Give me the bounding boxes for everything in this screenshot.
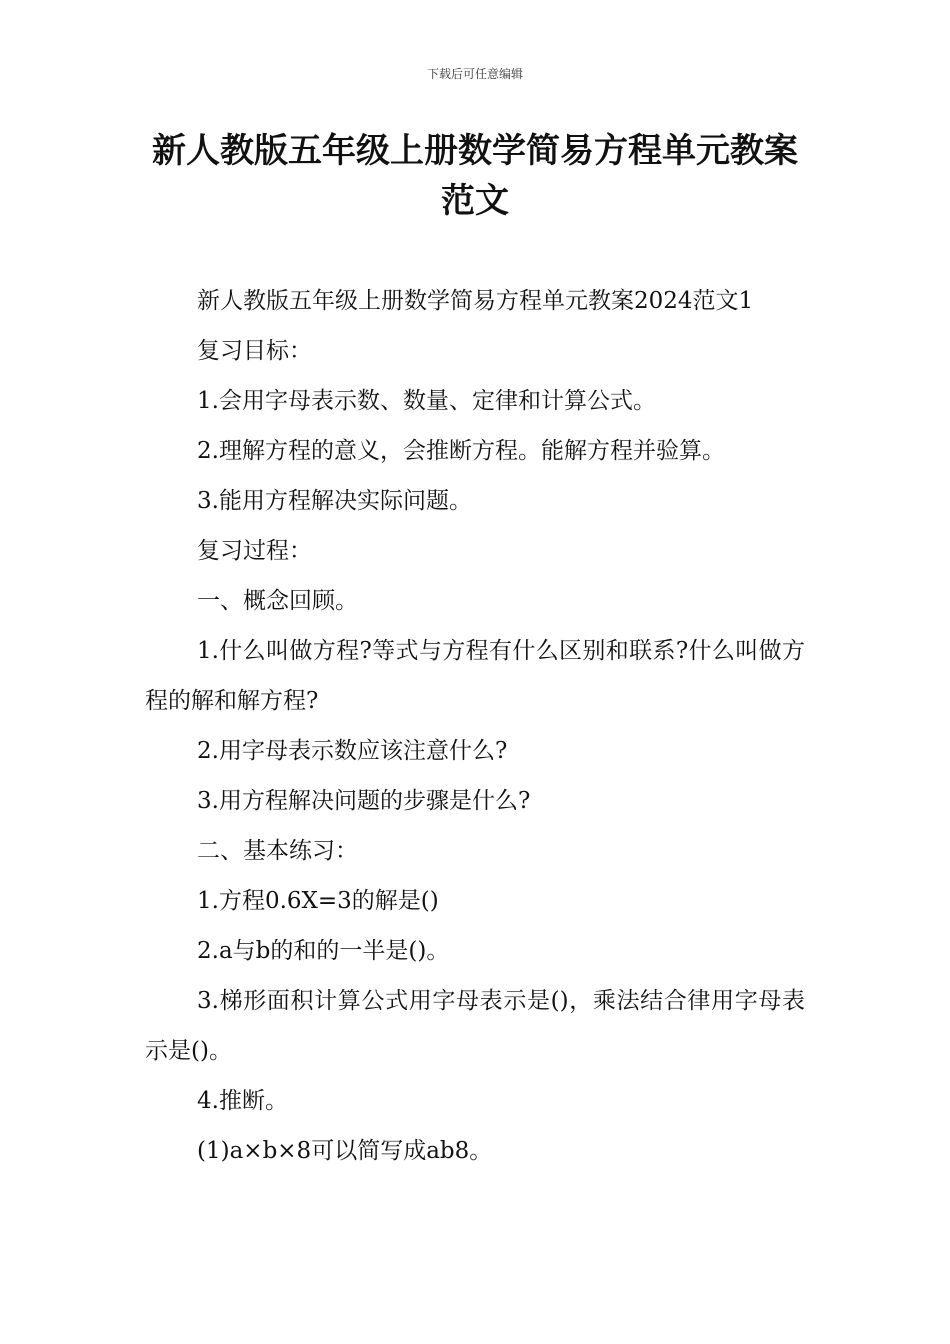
header-note: 下载后可任意编辑: [426, 67, 523, 81]
paragraph-goal-2: 2.理解方程的意义，会推断方程。能解方程并验算。: [197, 438, 725, 464]
document-title: 新人教版五年级上册数学简易方程单元教案范文: [152, 131, 798, 221]
paragraph-subtitle: 新人教版五年级上册数学简易方程单元教案2024范文1: [197, 288, 754, 314]
document-body: [145, 276, 805, 1176]
paragraph-exercise-4-1: (1)a×b×8可以简写成ab8。: [197, 1138, 493, 1164]
paragraph-goal-1: 1.会用字母表示数、数量、定律和计算公式。: [197, 388, 656, 414]
paragraph-question-3: 3.用方程解决问题的步骤是什么?: [197, 788, 531, 814]
paragraph-goal-3: 3.能用方程解决实际问题。: [197, 488, 472, 514]
paragraph-question-1: 1.什么叫做方程?等式与方程有什么区别和联系?什么叫做方程的解和解方程?: [145, 638, 805, 714]
paragraph-section-1-heading: 一、概念回顾。: [197, 588, 358, 614]
paragraph-question-2: 2.用字母表示数应该注意什么?: [197, 738, 508, 764]
paragraph-exercise-4: 4.推断。: [197, 1088, 288, 1114]
paragraph-section-2-heading: 二、基本练习：: [197, 838, 358, 864]
paragraph-review-goals-heading: 复习目标：: [197, 338, 312, 364]
paragraph-review-process-heading: 复习过程：: [197, 538, 312, 564]
paragraph-exercise-3: 3.梯形面积计算公式用字母表示是()，乘法结合律用字母表示是()。: [145, 988, 805, 1064]
paragraph-exercise-1: 1.方程0.6X=3的解是(): [197, 888, 439, 914]
paragraph-exercise-2: 2.a与b的和的一半是()。: [197, 938, 450, 964]
